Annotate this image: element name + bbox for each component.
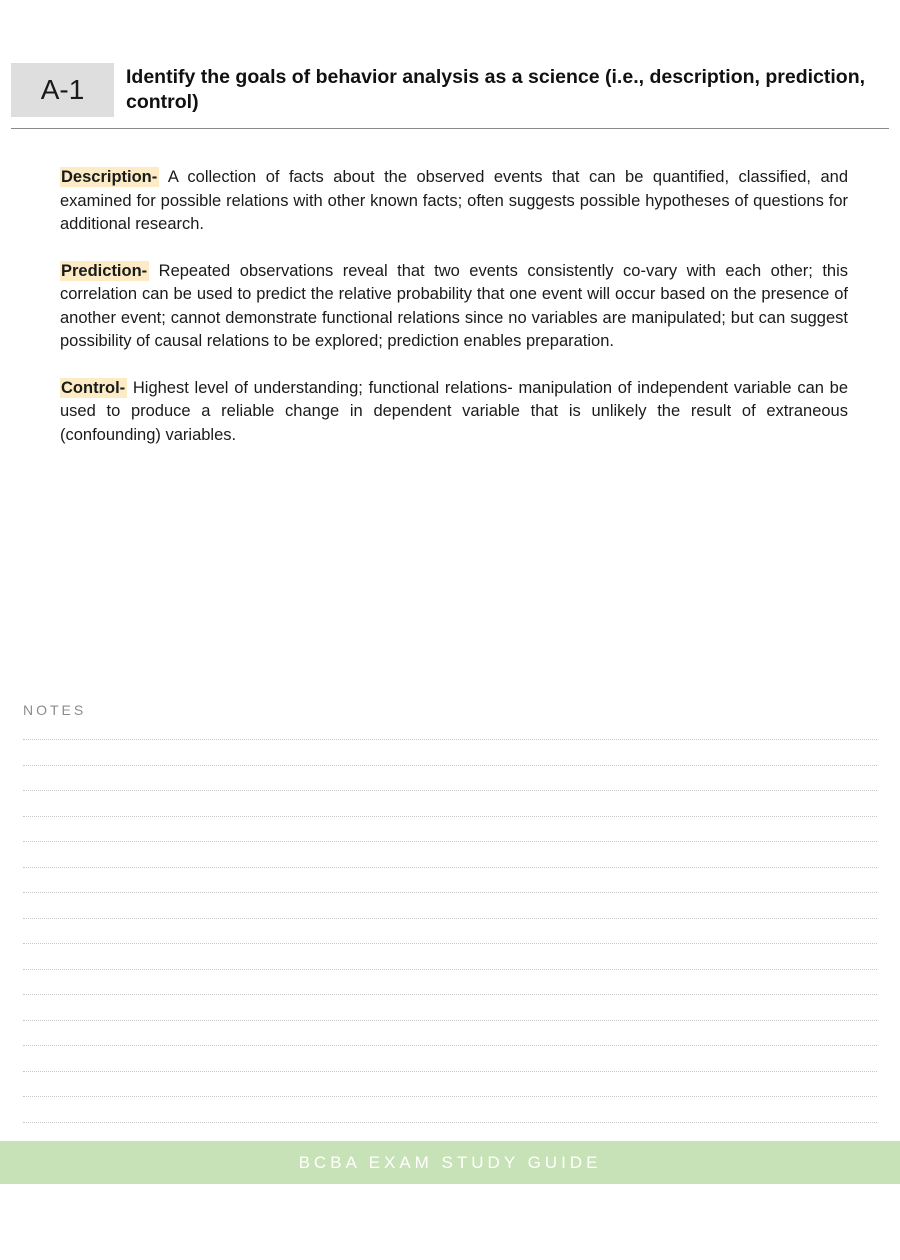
term-description: Description-	[61, 168, 158, 186]
paragraph-description	[60, 166, 848, 237]
note-line	[23, 739, 877, 765]
term-control: Control-	[61, 378, 126, 397]
notes-label: NOTES	[23, 702, 87, 718]
term-prediction: Prediction-	[61, 261, 148, 280]
note-line	[23, 892, 877, 918]
note-line	[23, 969, 877, 995]
page-header	[0, 60, 900, 130]
header-divider	[11, 128, 889, 129]
note-line	[23, 1096, 877, 1122]
note-line	[23, 918, 877, 944]
note-line	[23, 994, 877, 1020]
section-code: A-1	[40, 74, 85, 105]
note-line	[23, 943, 877, 969]
definition-prediction: Repeated observations reveal that two events consistently co-vary with each other; this correlation can be used to predict the relative probability that one event will occur based on the presence of another event; cannot demonstrate functional relations since no variables are manipulated; but can suggest possibility of causal relations to be explored; prediction enables preparation.	[60, 261, 848, 350]
note-line	[23, 867, 877, 893]
section-code-badge	[11, 63, 114, 117]
main-content	[60, 166, 848, 470]
paragraph-prediction	[60, 260, 848, 354]
paragraph-control	[60, 377, 848, 448]
page-footer	[0, 1141, 900, 1184]
note-line	[23, 841, 877, 867]
note-line	[23, 1020, 877, 1046]
section-title: Identify the goals of behavior analysis as a science (i.e., description, prediction, control)	[126, 66, 866, 113]
footer-text: BCBA EXAM STUDY GUIDE	[298, 1152, 602, 1172]
definition-description: A collection of facts about the observed events that can be quantified, classified, and examined for possible relations with other known facts; often suggests possible hypotheses of questions for additional research.	[60, 168, 848, 233]
notes-lines	[23, 739, 877, 1147]
note-line	[23, 765, 877, 791]
definition-control: Highest level of understanding; functional relations- manipulation of independent variable can be used to produce a reliable change in dependent variable that is unlikely the result of extraneous (confounding) variables.	[60, 378, 848, 444]
note-line	[23, 790, 877, 816]
note-line	[23, 1071, 877, 1097]
note-line	[23, 1045, 877, 1071]
note-line	[23, 816, 877, 842]
